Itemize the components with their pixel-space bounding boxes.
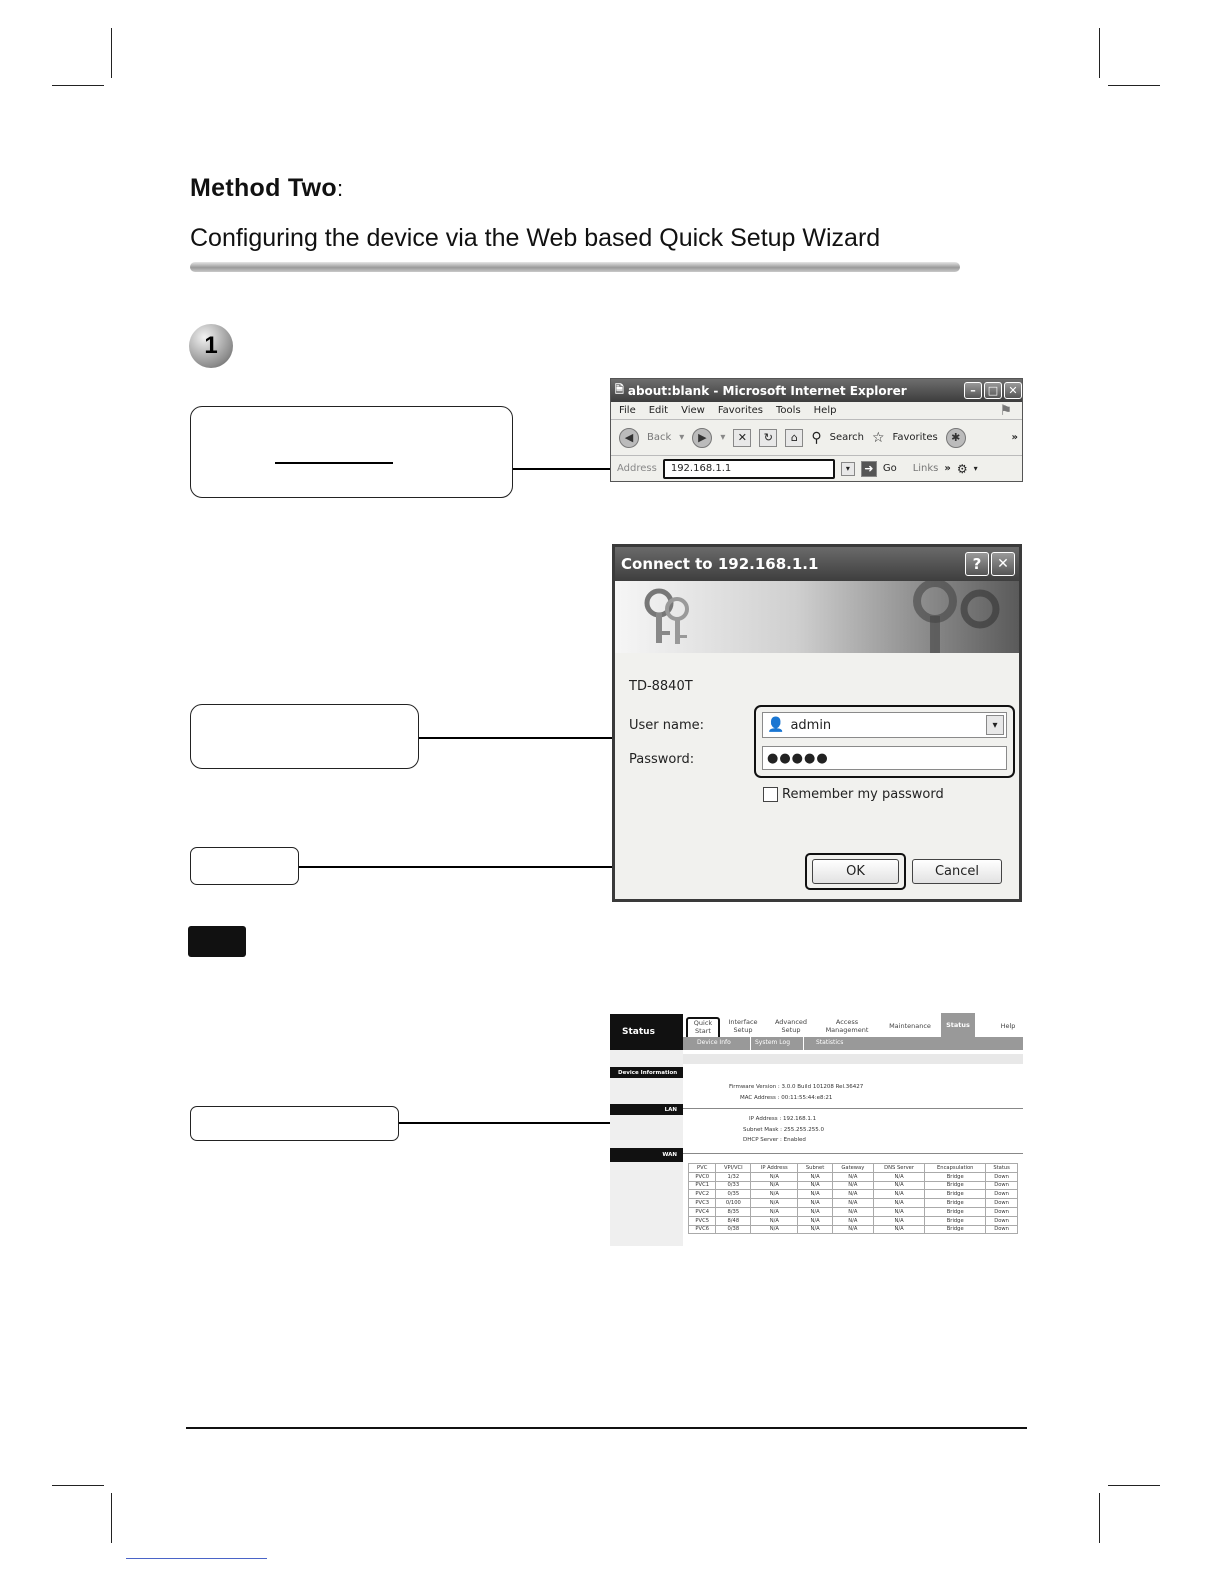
table-row <box>689 1181 1018 1190</box>
table-cell: 0/100 <box>716 1199 751 1208</box>
messenger-icon[interactable]: ⚙ <box>956 461 968 476</box>
table-cell: Down <box>986 1199 1018 1208</box>
table-cell: N/A <box>873 1207 924 1216</box>
table-cell: N/A <box>798 1199 832 1208</box>
table-cell: N/A <box>832 1190 873 1199</box>
section-device-information: Device Information <box>610 1067 683 1078</box>
table-cell: N/A <box>832 1199 873 1208</box>
tab-label: Advanced <box>774 1018 808 1026</box>
table-cell: Down <box>986 1172 1018 1181</box>
footer-link-underline <box>126 1558 267 1559</box>
column-header: Subnet <box>798 1164 832 1173</box>
username-combobox[interactable] <box>762 712 1007 738</box>
help-icon[interactable]: ? <box>965 552 989 576</box>
address-value: 192.168.1.1 <box>670 463 732 474</box>
table-cell: PVC2 <box>689 1190 716 1199</box>
menu-file[interactable]: File <box>619 405 636 416</box>
table-cell: N/A <box>798 1216 832 1225</box>
favorites-button-label[interactable]: Favorites <box>892 432 938 443</box>
menu-view[interactable]: View <box>681 405 705 416</box>
wan-pvc-table <box>688 1163 1018 1234</box>
stop-icon[interactable]: ✕ <box>733 429 751 447</box>
heading-colon: : <box>336 176 344 201</box>
table-row <box>689 1190 1018 1199</box>
table-cell: Down <box>986 1216 1018 1225</box>
table-cell: PVC4 <box>689 1207 716 1216</box>
password-value: ●●●●● <box>767 750 829 766</box>
subtab-system-log[interactable]: System Log <box>755 1039 790 1046</box>
tab-maintenance[interactable]: Maintenance <box>889 1022 931 1030</box>
mac-address: MAC Address : 00:11:55:44:e8:21 <box>740 1095 833 1101</box>
tab-label: Interface <box>728 1018 758 1026</box>
table-cell: Bridge <box>925 1172 986 1181</box>
table-cell: N/A <box>832 1181 873 1190</box>
subtab-divider <box>803 1037 804 1050</box>
chevron-down-icon[interactable]: ▾ <box>973 464 978 473</box>
password-input[interactable] <box>762 746 1007 770</box>
method-title: Method Two <box>190 174 337 202</box>
ie-logo-icon: 🗎 <box>615 383 624 396</box>
go-arrow-icon[interactable]: ➜ <box>861 461 877 477</box>
close-icon[interactable]: ✕ <box>1004 382 1022 399</box>
menu-edit[interactable]: Edit <box>648 405 669 416</box>
table-cell: N/A <box>873 1225 924 1234</box>
favorites-star-icon[interactable]: ☆ <box>871 429 885 446</box>
table-cell: Bridge <box>925 1216 986 1225</box>
table-cell: 8/48 <box>716 1216 751 1225</box>
table-cell: 0/38 <box>716 1225 751 1234</box>
column-header: IP Address <box>751 1164 798 1173</box>
back-arrow-icon[interactable]: ◀ <box>619 428 639 448</box>
table-cell: N/A <box>751 1207 798 1216</box>
table-cell: Down <box>986 1225 1018 1234</box>
go-button-label[interactable]: Go <box>882 463 897 474</box>
address-input[interactable] <box>663 459 835 479</box>
table-cell: Down <box>986 1190 1018 1199</box>
banner-keys-watermark-icon <box>895 581 1015 653</box>
table-cell: N/A <box>798 1207 832 1216</box>
crop-mark <box>1108 1485 1160 1486</box>
crop-mark <box>1108 85 1160 86</box>
table-cell: Down <box>986 1207 1018 1216</box>
keys-icon <box>639 587 699 649</box>
tab-interface-setup[interactable] <box>723 1018 763 1034</box>
table-cell: N/A <box>832 1216 873 1225</box>
table-row <box>689 1172 1018 1181</box>
login-dialog <box>612 544 1022 902</box>
search-button-label[interactable]: Search <box>829 432 864 443</box>
dialog-title: Connect to 192.168.1.1 <box>621 555 819 573</box>
table-cell: N/A <box>873 1199 924 1208</box>
footer-rule <box>186 1427 1027 1429</box>
crop-mark <box>52 1485 104 1486</box>
dialog-titlebar <box>615 547 1019 581</box>
lan-ip-address: IP Address : 192.168.1.1 <box>749 1116 817 1122</box>
ok-button[interactable]: OK <box>812 859 899 884</box>
table-cell: N/A <box>751 1216 798 1225</box>
table-row <box>689 1199 1018 1208</box>
browser-toolbar <box>611 420 1022 456</box>
windows-flag-icon: ⚑ <box>999 402 1012 419</box>
table-cell: N/A <box>751 1190 798 1199</box>
lan-dhcp-server: DHCP Server : Enabled <box>743 1137 806 1143</box>
address-dropdown-icon[interactable]: ▾ <box>841 462 855 476</box>
media-icon[interactable]: ✱ <box>946 428 966 448</box>
tab-status[interactable]: Status <box>941 1013 975 1037</box>
column-header: VPI/VCI <box>716 1164 751 1173</box>
tab-access-management[interactable] <box>820 1018 874 1034</box>
tab-label: Access <box>835 1018 859 1026</box>
menu-tools[interactable]: Tools <box>776 405 801 416</box>
heading-rule <box>190 262 960 272</box>
table-cell: Bridge <box>925 1181 986 1190</box>
tab-quick-start-line2: Start <box>695 1027 711 1035</box>
browser-menubar <box>611 402 1022 420</box>
refresh-icon[interactable]: ↻ <box>759 429 777 447</box>
address-callout <box>190 406 513 498</box>
note-tag <box>188 926 246 957</box>
column-header: PVC <box>689 1164 716 1173</box>
subtab-device-info[interactable]: Device Info <box>697 1039 731 1046</box>
table-cell: N/A <box>873 1216 924 1225</box>
links-label[interactable]: Links <box>912 463 939 474</box>
table-cell: 0/35 <box>716 1190 751 1199</box>
close-icon[interactable]: ✕ <box>991 552 1015 576</box>
credentials-callout <box>190 704 419 769</box>
column-header: DNS Server <box>873 1164 924 1173</box>
table-cell: N/A <box>751 1181 798 1190</box>
section-divider <box>683 1108 1023 1109</box>
remember-password-label[interactable]: Remember my password <box>782 787 944 802</box>
back-button-label[interactable]: Back <box>647 432 672 443</box>
ok-callout <box>190 847 299 885</box>
dialog-banner <box>615 581 1019 653</box>
table-cell: N/A <box>751 1172 798 1181</box>
table-row <box>689 1207 1018 1216</box>
column-header: Gateway <box>832 1164 873 1173</box>
menu-favorites[interactable]: Favorites <box>717 405 764 416</box>
table-cell: PVC1 <box>689 1181 716 1190</box>
tab-help[interactable]: Help <box>1000 1022 1016 1030</box>
minimize-icon[interactable]: – <box>964 382 982 399</box>
tab-label: Management <box>825 1026 869 1034</box>
section-divider <box>683 1153 1023 1154</box>
table-row <box>689 1225 1018 1234</box>
table-cell: 0/33 <box>716 1181 751 1190</box>
browser-window <box>610 378 1023 482</box>
cancel-button[interactable]: Cancel <box>912 859 1002 884</box>
table-header-row <box>689 1164 1018 1173</box>
section-wan: WAN <box>610 1148 683 1162</box>
browser-titlebar <box>611 379 1022 402</box>
home-icon[interactable]: ⌂ <box>785 429 803 447</box>
table-cell: Down <box>986 1181 1018 1190</box>
wan-table-body <box>689 1172 1018 1234</box>
section-lan: LAN <box>610 1104 683 1115</box>
tab-advanced-setup[interactable] <box>770 1018 812 1034</box>
address-bar <box>611 456 1022 481</box>
quick-start-callout <box>190 1106 399 1141</box>
table-cell: N/A <box>832 1207 873 1216</box>
tab-label: Setup <box>781 1026 801 1034</box>
table-cell: N/A <box>798 1172 832 1181</box>
table-cell: 8/35 <box>716 1207 751 1216</box>
browser-title: about:blank - Microsoft Internet Explorer <box>627 383 907 398</box>
firmware-version: Firmware Version : 3.0.0 Build 101208 Rel.36427 <box>729 1084 864 1090</box>
crop-mark <box>111 1493 112 1543</box>
table-cell: N/A <box>751 1225 798 1234</box>
subtab-divider <box>750 1037 751 1050</box>
table-cell: N/A <box>873 1190 924 1199</box>
table-cell: Bridge <box>925 1199 986 1208</box>
router-side-title: Status <box>610 1014 683 1050</box>
table-cell: N/A <box>798 1190 832 1199</box>
table-cell: N/A <box>832 1172 873 1181</box>
table-cell: PVC5 <box>689 1216 716 1225</box>
crop-mark <box>1099 1493 1100 1543</box>
crop-mark <box>52 85 104 86</box>
table-cell: N/A <box>832 1225 873 1234</box>
table-cell: PVC6 <box>689 1225 716 1234</box>
table-cell: 1/32 <box>716 1172 751 1181</box>
subtab-statistics[interactable]: Statistics <box>816 1039 844 1046</box>
lan-subnet-mask: Subnet Mask : 255.255.255.0 <box>743 1127 824 1133</box>
table-row <box>689 1216 1018 1225</box>
user-icon: 👤 <box>767 717 785 733</box>
table-cell: PVC0 <box>689 1172 716 1181</box>
table-cell: N/A <box>873 1181 924 1190</box>
chevron-down-icon[interactable]: ▾ <box>720 432 726 443</box>
crop-mark <box>1099 28 1100 78</box>
forward-arrow-icon[interactable]: ▶ <box>692 428 712 448</box>
section-subheading: Configuring the device via the Web based Quick Setup Wizard <box>190 224 881 252</box>
step-number-badge: 1 <box>189 324 233 368</box>
password-label: Password: <box>629 752 695 767</box>
tab-label: Setup <box>733 1026 753 1034</box>
router-spacer-bar <box>683 1054 1023 1064</box>
callout-underline <box>275 462 393 464</box>
table-cell: N/A <box>873 1172 924 1181</box>
chevron-down-icon[interactable]: ▾ <box>679 432 685 443</box>
links-overflow-icon[interactable]: » <box>944 463 951 474</box>
table-cell: N/A <box>751 1199 798 1208</box>
crop-mark <box>111 28 112 78</box>
column-header: Encapsulation <box>925 1164 986 1173</box>
table-cell: Bridge <box>925 1225 986 1234</box>
username-label: User name: <box>629 718 705 733</box>
chevron-down-icon[interactable]: ▾ <box>986 715 1004 735</box>
table-cell: Bridge <box>925 1207 986 1216</box>
table-cell: Bridge <box>925 1190 986 1199</box>
table-cell: PVC3 <box>689 1199 716 1208</box>
router-subtab-bar <box>683 1037 1023 1050</box>
menu-help[interactable]: Help <box>813 405 837 416</box>
table-cell: N/A <box>798 1225 832 1234</box>
username-value: admin <box>790 717 832 733</box>
remember-password-checkbox[interactable] <box>763 787 778 802</box>
toolbar-overflow-icon[interactable]: » <box>1011 432 1018 443</box>
table-cell: N/A <box>798 1181 832 1190</box>
search-icon[interactable]: ⚲ <box>811 429 822 446</box>
router-status-page <box>610 1010 1023 1246</box>
method-heading <box>190 174 343 203</box>
tab-quick-start-line1: Quick <box>693 1019 713 1027</box>
device-name: TD-8840T <box>629 679 693 694</box>
maximize-icon[interactable]: □ <box>984 382 1002 399</box>
column-header: Status <box>986 1164 1018 1173</box>
address-label: Address <box>617 463 657 474</box>
